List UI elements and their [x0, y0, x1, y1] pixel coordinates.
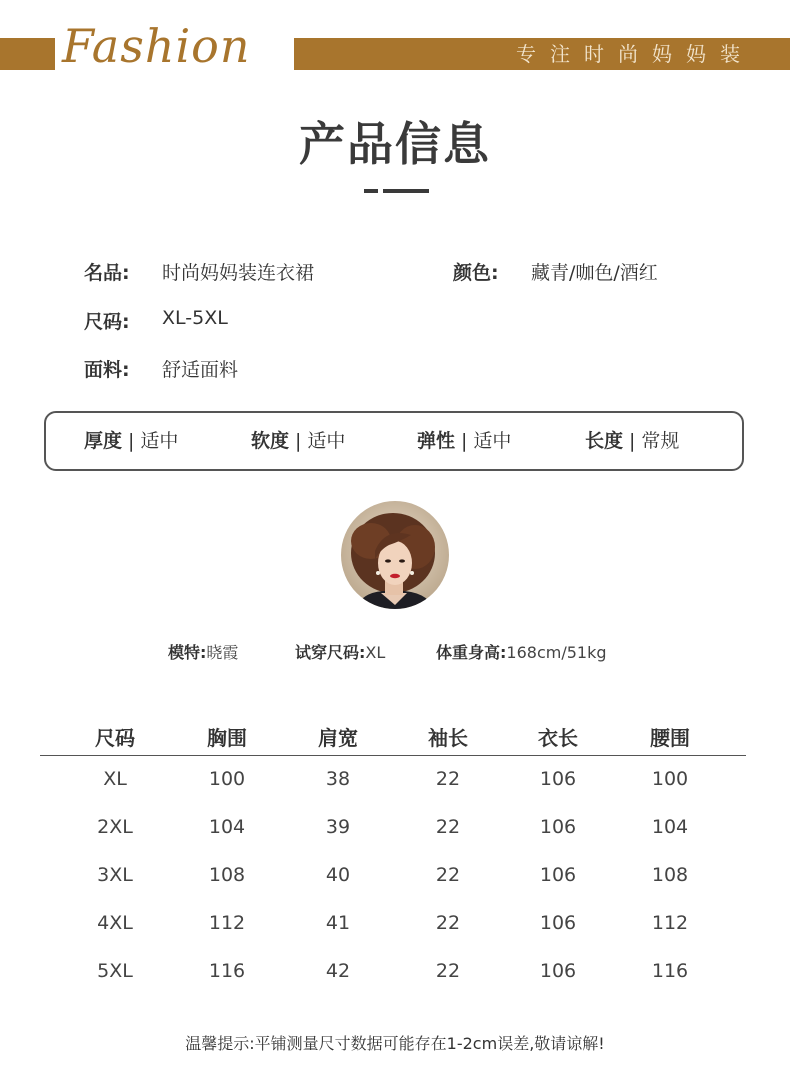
color-value: 藏青/咖色/酒红	[531, 262, 658, 284]
model-name-value: 晓霞	[206, 643, 239, 662]
table-cell: 40	[325, 864, 351, 886]
title-dash-long	[383, 189, 429, 193]
table-cell: 116	[651, 960, 689, 982]
table-cell: 22	[435, 768, 461, 790]
attr-key: 弹性	[417, 430, 456, 452]
table-cell: 104	[651, 816, 689, 838]
attr-value: 适中	[307, 430, 346, 452]
model-size-label: 试穿尺码:	[295, 643, 366, 662]
fabric-value: 舒适面料	[162, 359, 239, 381]
model-avatar	[341, 501, 449, 609]
banner-left-bar	[0, 38, 55, 70]
table-cell: 100	[651, 768, 689, 790]
table-cell: 4XL	[97, 912, 133, 934]
table-cell: 39	[325, 816, 351, 838]
table-header-length: 衣长	[538, 726, 578, 750]
table-cell: 108	[208, 864, 246, 886]
table-cell: 38	[325, 768, 351, 790]
table-cell: 22	[435, 816, 461, 838]
model-size	[295, 642, 385, 664]
table-cell: XL	[103, 768, 127, 790]
table-cell: 106	[539, 864, 577, 886]
color-label: 颜色:	[453, 262, 499, 284]
table-cell: 22	[435, 960, 461, 982]
attr-value: 适中	[473, 430, 512, 452]
table-cell: 22	[435, 864, 461, 886]
table-header-sleeve: 袖长	[428, 726, 468, 750]
model-name	[168, 642, 238, 664]
table-cell: 41	[325, 912, 351, 934]
table-cell: 106	[539, 768, 577, 790]
name-label: 名品:	[84, 262, 130, 284]
attr-key: 软度	[251, 430, 290, 452]
attr-separator: |	[461, 430, 468, 452]
table-cell: 106	[539, 816, 577, 838]
model-body-label: 体重身高:	[436, 643, 507, 662]
attr-value: 适中	[140, 430, 179, 452]
table-header-shoulder: 肩宽	[318, 726, 358, 750]
footer-note: 温馨提示:平铺测量尺寸数据可能存在1-2cm误差,敬请谅解!	[185, 1034, 605, 1053]
table-cell: 22	[435, 912, 461, 934]
table-header-waist: 腰围	[650, 726, 690, 750]
table-cell: 3XL	[97, 864, 133, 886]
table-header-rule	[40, 755, 746, 756]
table-cell: 116	[208, 960, 246, 982]
attr-softness	[251, 413, 345, 469]
attr-elasticity	[417, 413, 511, 469]
attr-separator: |	[295, 430, 302, 452]
attribute-box	[44, 411, 744, 471]
table-cell: 106	[539, 960, 577, 982]
attr-separator: |	[629, 430, 636, 452]
table-cell: 108	[651, 864, 689, 886]
table-cell: 112	[208, 912, 246, 934]
attr-key: 厚度	[84, 430, 123, 452]
table-cell: 104	[208, 816, 246, 838]
attr-value: 常规	[641, 430, 680, 452]
table-cell: 112	[651, 912, 689, 934]
model-body	[436, 642, 607, 664]
attr-separator: |	[128, 430, 135, 452]
table-cell: 100	[208, 768, 246, 790]
model-name-label: 模特:	[168, 643, 207, 662]
size-value: XL-5XL	[162, 307, 228, 329]
table-cell: 2XL	[97, 816, 133, 838]
name-value: 时尚妈妈装连衣裙	[162, 262, 315, 284]
table-cell: 42	[325, 960, 351, 982]
fabric-label: 面料:	[84, 359, 130, 381]
table-header-chest: 胸围	[207, 726, 247, 750]
attr-key: 长度	[585, 430, 624, 452]
table-header-size: 尺码	[95, 726, 135, 750]
brand-logo: Fashion	[62, 19, 251, 73]
model-body-value: 168cm/51kg	[506, 643, 607, 662]
table-cell: 5XL	[97, 960, 133, 982]
attr-thickness	[84, 413, 178, 469]
model-portrait-icon	[341, 501, 449, 609]
slogan: 专注时尚妈妈装	[516, 42, 754, 66]
table-cell: 106	[539, 912, 577, 934]
page-title: 产品信息	[299, 117, 491, 171]
title-dash-short	[364, 189, 378, 193]
model-size-value: XL	[365, 643, 386, 662]
attr-length	[585, 413, 679, 469]
size-label: 尺码:	[84, 311, 130, 333]
